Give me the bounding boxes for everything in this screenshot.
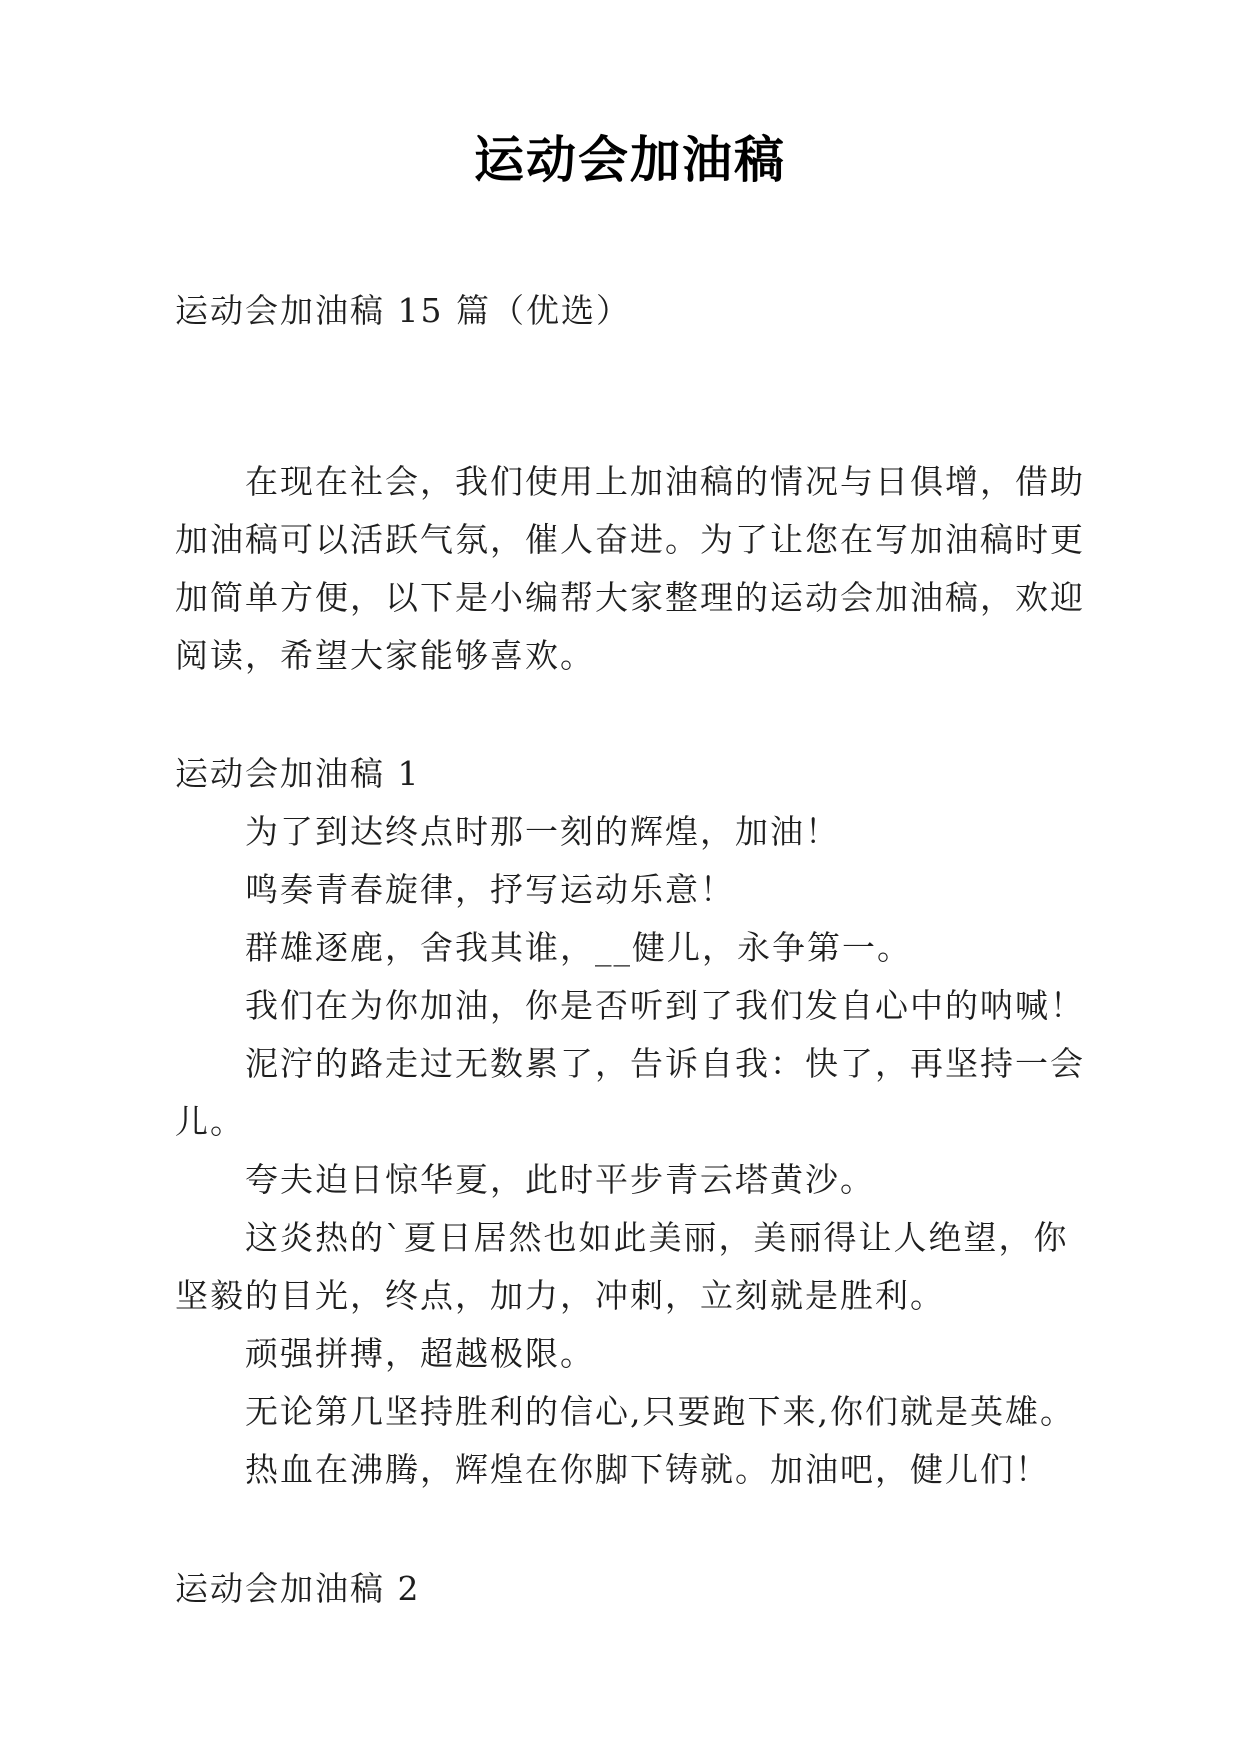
cheer-line-1: 为了到达终点时那一刻的辉煌，加油！ (245, 812, 840, 851)
section-2-heading: 运动会加油稿 2 (175, 1569, 421, 1608)
cheer-line-10: 热血在沸腾，辉煌在你脚下铸就。加油吧，健儿们！ (245, 1450, 1050, 1489)
cheer-line-4: 我们在为你加油，你是否听到了我们发自心中的呐喊！ (245, 986, 1085, 1025)
cheer-line-3: 群雄逐鹿，舍我其谁，__健儿，永争第一。 (245, 928, 912, 967)
cheer-line-2: 鸣奏青春旋律，抒写运动乐意！ (245, 870, 735, 909)
intro-paragraph: 在现在社会，我们使用上加油稿的情况与日俱增，借助加油稿可以活跃气氛，催人奋进。为了让您在写加油稿时更加简单方便，以下是小编帮大家整理的运动会加油稿，欢迎阅读，希望大家能够喜欢。 (175, 462, 1085, 675)
cheer-line-8: 顽强拼搏，超越极限。 (245, 1334, 595, 1373)
cheer-line-9: 无论第几坚持胜利的信心,只要跑下来,你们就是英雄。 (245, 1392, 1075, 1431)
document-title: 运动会加油稿 (474, 130, 786, 189)
cheer-line-5: 泥泞的路走过无数累了，告诉自我：快了，再坚持一会儿。 (175, 1044, 1085, 1141)
cheer-line-7: 这炎热的`夏日居然也如此美丽，美丽得让人绝望，你坚毅的目光，终点，加力，冲刺，立刻就是胜利。 (175, 1218, 1069, 1315)
cheer-line-6: 夸夫迫日惊华夏，此时平步青云塔黄沙。 (245, 1160, 875, 1199)
document-subtitle: 运动会加油稿 15 篇（优选） (175, 291, 631, 330)
section-1-heading: 运动会加油稿 1 (175, 754, 421, 793)
